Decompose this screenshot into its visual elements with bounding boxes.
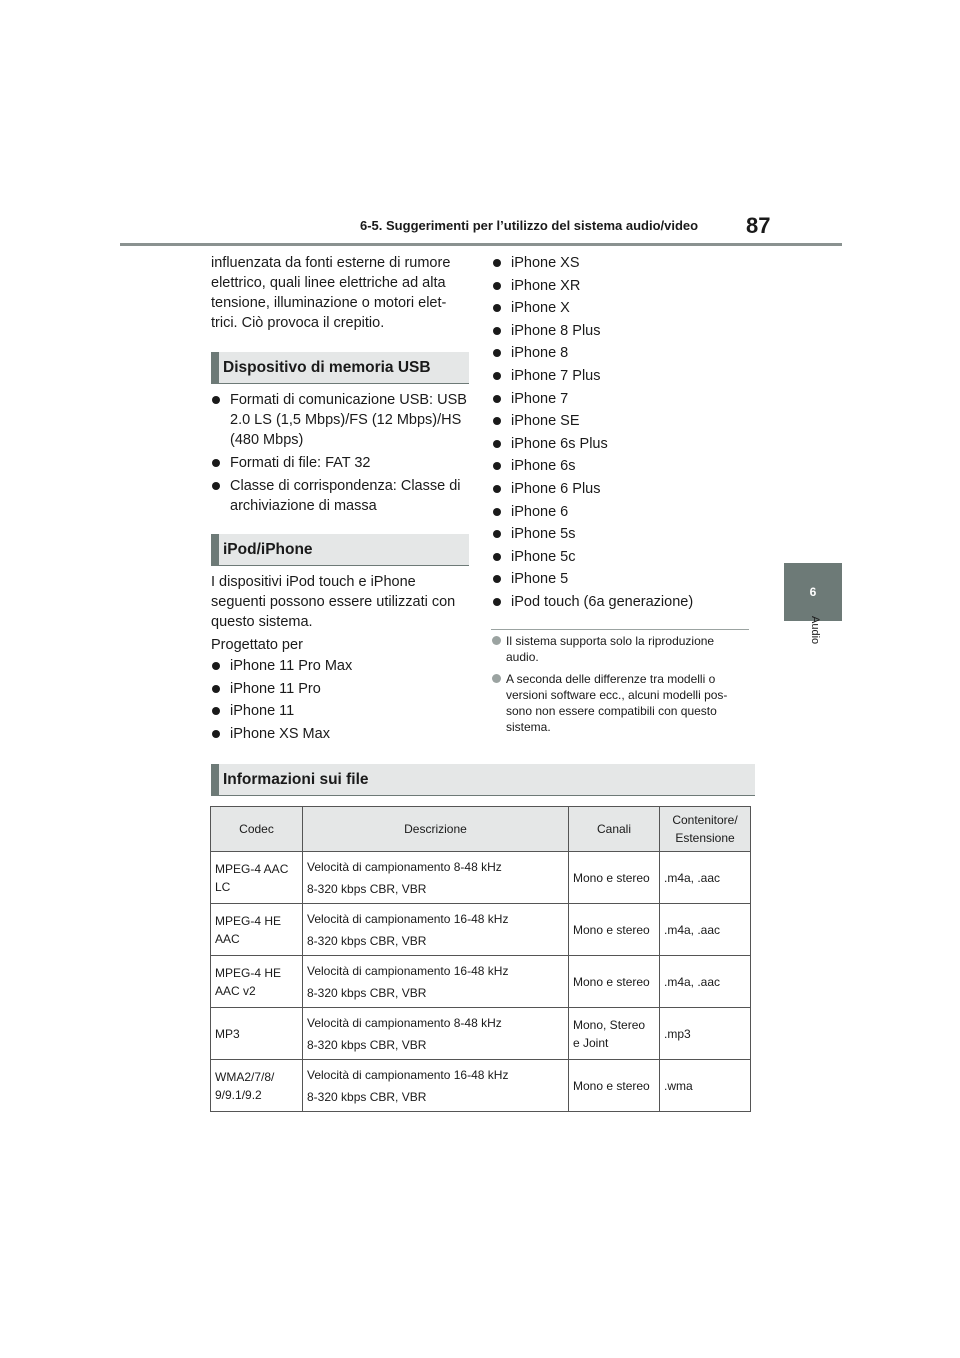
text-line: A seconda delle differenze tra modelli o [506,672,716,686]
device-name: iPhone XR [511,277,581,294]
list-item [492,411,754,434]
text-line: trici. Ciò provoca il crepitio. [211,315,385,331]
list-item [492,253,754,276]
description-cell: Velocità di campionamento 16-48 kHz 8-320 kbps CBR, VBR [303,1060,569,1112]
bullet-icon [493,575,501,583]
bullet-icon [493,553,501,561]
bullet-icon [493,417,501,425]
device-list-right [492,253,754,615]
device-name: iPhone X [511,300,570,317]
ipod-intro-paragraph [211,572,473,655]
device-name: iPhone XS Max [230,725,330,742]
device-name: iPhone SE [511,413,580,430]
device-name: iPhone 11 [230,703,295,720]
usb-heading: Dispositivo di memoria USB [211,352,469,383]
list-item [492,502,754,525]
text-line: seguenti possono essere utilizzati con [211,594,456,610]
channels-cell: Mono e stereo [569,956,660,1008]
list-item [211,476,473,516]
usb-heading-rule [211,383,469,384]
device-list-left [211,656,473,746]
table-header-row [211,807,751,852]
device-name: iPhone 5s [511,526,576,543]
text-line: Formati di file: FAT 32 [230,455,371,471]
text-line: I dispositivi iPod touch e iPhone [211,574,416,590]
notes-divider [491,629,749,630]
text-line: 2.0 LS (1,5 Mbps)/FS (12 Mbps)/HS [230,412,462,428]
bullet-icon [493,372,501,380]
device-name: iPhone 6s Plus [511,435,608,452]
list-item [492,276,754,299]
list-item [492,343,754,366]
bullet-icon [212,707,220,715]
codec-cell: WMA2/7/8/ 9/9.1/9.2 [211,1060,303,1112]
text-line: (480 Mbps) [230,432,304,448]
bullet-icon [493,395,501,403]
bullet-icon [493,282,501,290]
bullet-icon [493,462,501,470]
bullet-icon [493,327,501,335]
bullet-icon [212,396,220,404]
chapter-tab-label: Audio [809,616,821,645]
codec-cell: MPEG-4 HE AAC [211,904,303,956]
extension-cell: .wma [660,1060,751,1112]
usb-bullet-list [211,390,473,516]
channels-cell: Mono e stereo [569,904,660,956]
designed-for-label: Progettato per [211,637,303,653]
bullet-icon [493,440,501,448]
extension-cell: .m4a, .aac [660,904,751,956]
list-item [211,390,473,450]
list-item [492,366,754,389]
bullet-icon [212,685,220,693]
section-title: 6-5. Suggerimenti per l’utilizzo del sistema audio/video [360,218,699,233]
column-header-codec: Codec [211,807,303,852]
text-line: elettrico, quali linee elettriche ad alta [211,275,446,291]
description-cell: Velocità di campionamento 8-48 kHz 8-320 kbps CBR, VBR [303,1008,569,1060]
text-line: sono non essere compatibili con questo [506,704,717,718]
bullet-icon [493,304,501,312]
list-item [492,298,754,321]
intro-paragraph [211,253,471,333]
ipod-heading-rule [211,565,469,566]
list-item [492,524,754,547]
list-item [492,547,754,570]
list-item [492,389,754,412]
bullet-icon [212,662,220,670]
text-line: influenzata da fonti esterne di rumore [211,255,451,271]
list-item [492,569,754,592]
bullet-icon [493,485,501,493]
list-item [211,679,473,702]
channels-cell: Mono e stereo [569,852,660,904]
table-row [211,904,751,956]
list-item [492,434,754,457]
table-row [211,1008,751,1060]
header-line: Estensione [675,831,735,845]
text-line: Il sistema supporta solo la riproduzione [506,634,715,648]
list-item [492,479,754,502]
device-name: iPod touch (6a generazione) [511,593,694,610]
description-cell: Velocità di campionamento 8-48 kHz 8-320 kbps CBR, VBR [303,852,569,904]
note-bullet-icon [492,674,501,683]
column-header-container [660,807,751,852]
bullet-icon [493,259,501,267]
list-item [492,321,754,344]
device-name: iPhone 6 [511,503,569,520]
device-name: iPhone 8 Plus [511,322,601,339]
text-line: versioni software ecc., alcuni modelli pos- [506,688,728,702]
header-line: Contenitore/ [672,813,738,827]
notes-list [492,633,754,735]
table-row [211,1060,751,1112]
text-line: archiviazione di massa [230,498,377,514]
bullet-icon [212,482,220,490]
bullet-icon [493,598,501,606]
text-line: questo sistema. [211,614,313,630]
device-name: iPhone XS [511,255,580,271]
codec-cell: MPEG-4 AAC LC [211,852,303,904]
text-line: sistema. [506,720,551,734]
device-name: iPhone 11 Pro [230,680,321,697]
list-item [211,701,473,724]
device-name: iPhone 5c [511,548,576,565]
device-name: iPhone 7 [511,390,569,407]
text-line: tensione, illuminazione o motori elet- [211,295,447,311]
table-row [211,956,751,1008]
list-item [492,592,754,615]
bullet-icon [212,730,220,738]
files-heading: Informazioni sui file [211,764,755,795]
device-name: iPhone 11 Pro Max [230,658,353,674]
list-item [211,453,473,473]
text-line: Classe di corrispondenza: Classe di [230,478,461,494]
note-bullet-icon [492,636,501,645]
device-name: iPhone 6 Plus [511,480,601,497]
ipod-heading: iPod/iPhone [211,534,469,565]
page-number: 87 [746,213,771,238]
codec-cell: MP3 [211,1008,303,1060]
codec-cell: MPEG-4 HE AAC v2 [211,956,303,1008]
extension-cell: .m4a, .aac [660,956,751,1008]
list-item [211,656,473,679]
device-name: iPhone 6s [511,458,576,475]
extension-cell: .m4a, .aac [660,852,751,904]
bullet-icon [493,508,501,516]
chapter-tab[interactable]: 6 [784,563,842,621]
description-cell: Velocità di campionamento 16-48 kHz 8-320 kbps CBR, VBR [303,956,569,1008]
channels-cell: Mono, Stereo e Joint [569,1008,660,1060]
table-row [211,852,751,904]
list-item [492,456,754,479]
files-heading-rule [211,795,755,796]
device-name: iPhone 8 [511,345,569,362]
header-divider [120,243,842,246]
bullet-icon [493,349,501,357]
bullet-icon [212,459,220,467]
bullet-icon [493,530,501,538]
file-format-table [210,806,751,1112]
text-line: audio. [506,650,539,664]
device-name: iPhone 5 [511,571,569,588]
extension-cell: .mp3 [660,1008,751,1060]
device-name: iPhone 7 Plus [511,367,601,384]
column-header-description: Descrizione [303,807,569,852]
channels-cell: Mono e stereo [569,1060,660,1112]
note-item [492,671,754,735]
column-header-channels: Canali [569,807,660,852]
description-cell: Velocità di campionamento 16-48 kHz 8-320 kbps CBR, VBR [303,904,569,956]
list-item [211,724,473,747]
text-line: Formati di comunicazione USB: USB [230,392,467,408]
note-item [492,633,754,665]
